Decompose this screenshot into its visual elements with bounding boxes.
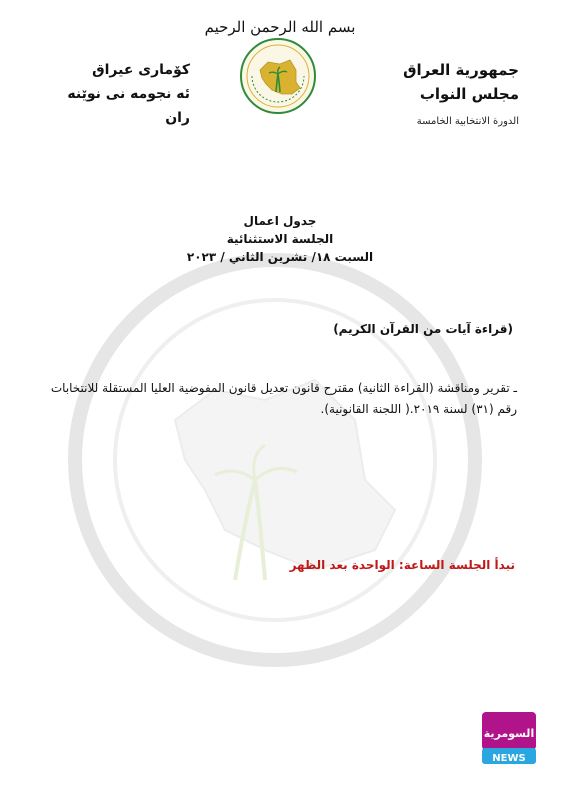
basmala: بسم الله الرحمن الرحيم (204, 18, 356, 36)
news-logo-top: السومرية (483, 727, 535, 740)
news-logo-icon (480, 710, 538, 766)
country-name-kurdish: كۆماری عیراق (92, 62, 190, 78)
council-name: مجلس النواب (419, 85, 519, 103)
session-type: الجلسة الاستثنائية (226, 232, 334, 246)
electoral-term: الدورة الانتخابية الخامسة (416, 116, 519, 127)
quran-recitation: (قراءة آيات من القرآن الكريم) (333, 322, 513, 336)
session-date: السبت ١٨/ تشرين الثاني / ٢٠٢٣ (186, 250, 374, 264)
news-logo-text: NEWS (492, 753, 526, 764)
session-start-time: تبدأ الجلسة الساعة: الواحدة بعد الظهر (289, 558, 515, 572)
agenda-title: جدول اعمال (243, 214, 317, 228)
agenda-item: ـ تقرير ومناقشة (القراءة الثانية) مقترح قانون تعديل قانون المفوضية العليا المستقلة للانتخابات رقم (٣١) لسنة ٢٠١٩.( اللجنة القانونية). (50, 381, 517, 416)
parliament-emblem-icon (238, 36, 318, 116)
country-name: جمهورية العراق (403, 61, 519, 79)
agenda-block (140, 212, 420, 266)
stamp-watermark-icon (55, 250, 495, 670)
header-right (369, 58, 519, 127)
council-name-kurdish: ئه نجومه نی نوێنه ران (67, 86, 190, 126)
header-left-kurdish (40, 58, 190, 130)
